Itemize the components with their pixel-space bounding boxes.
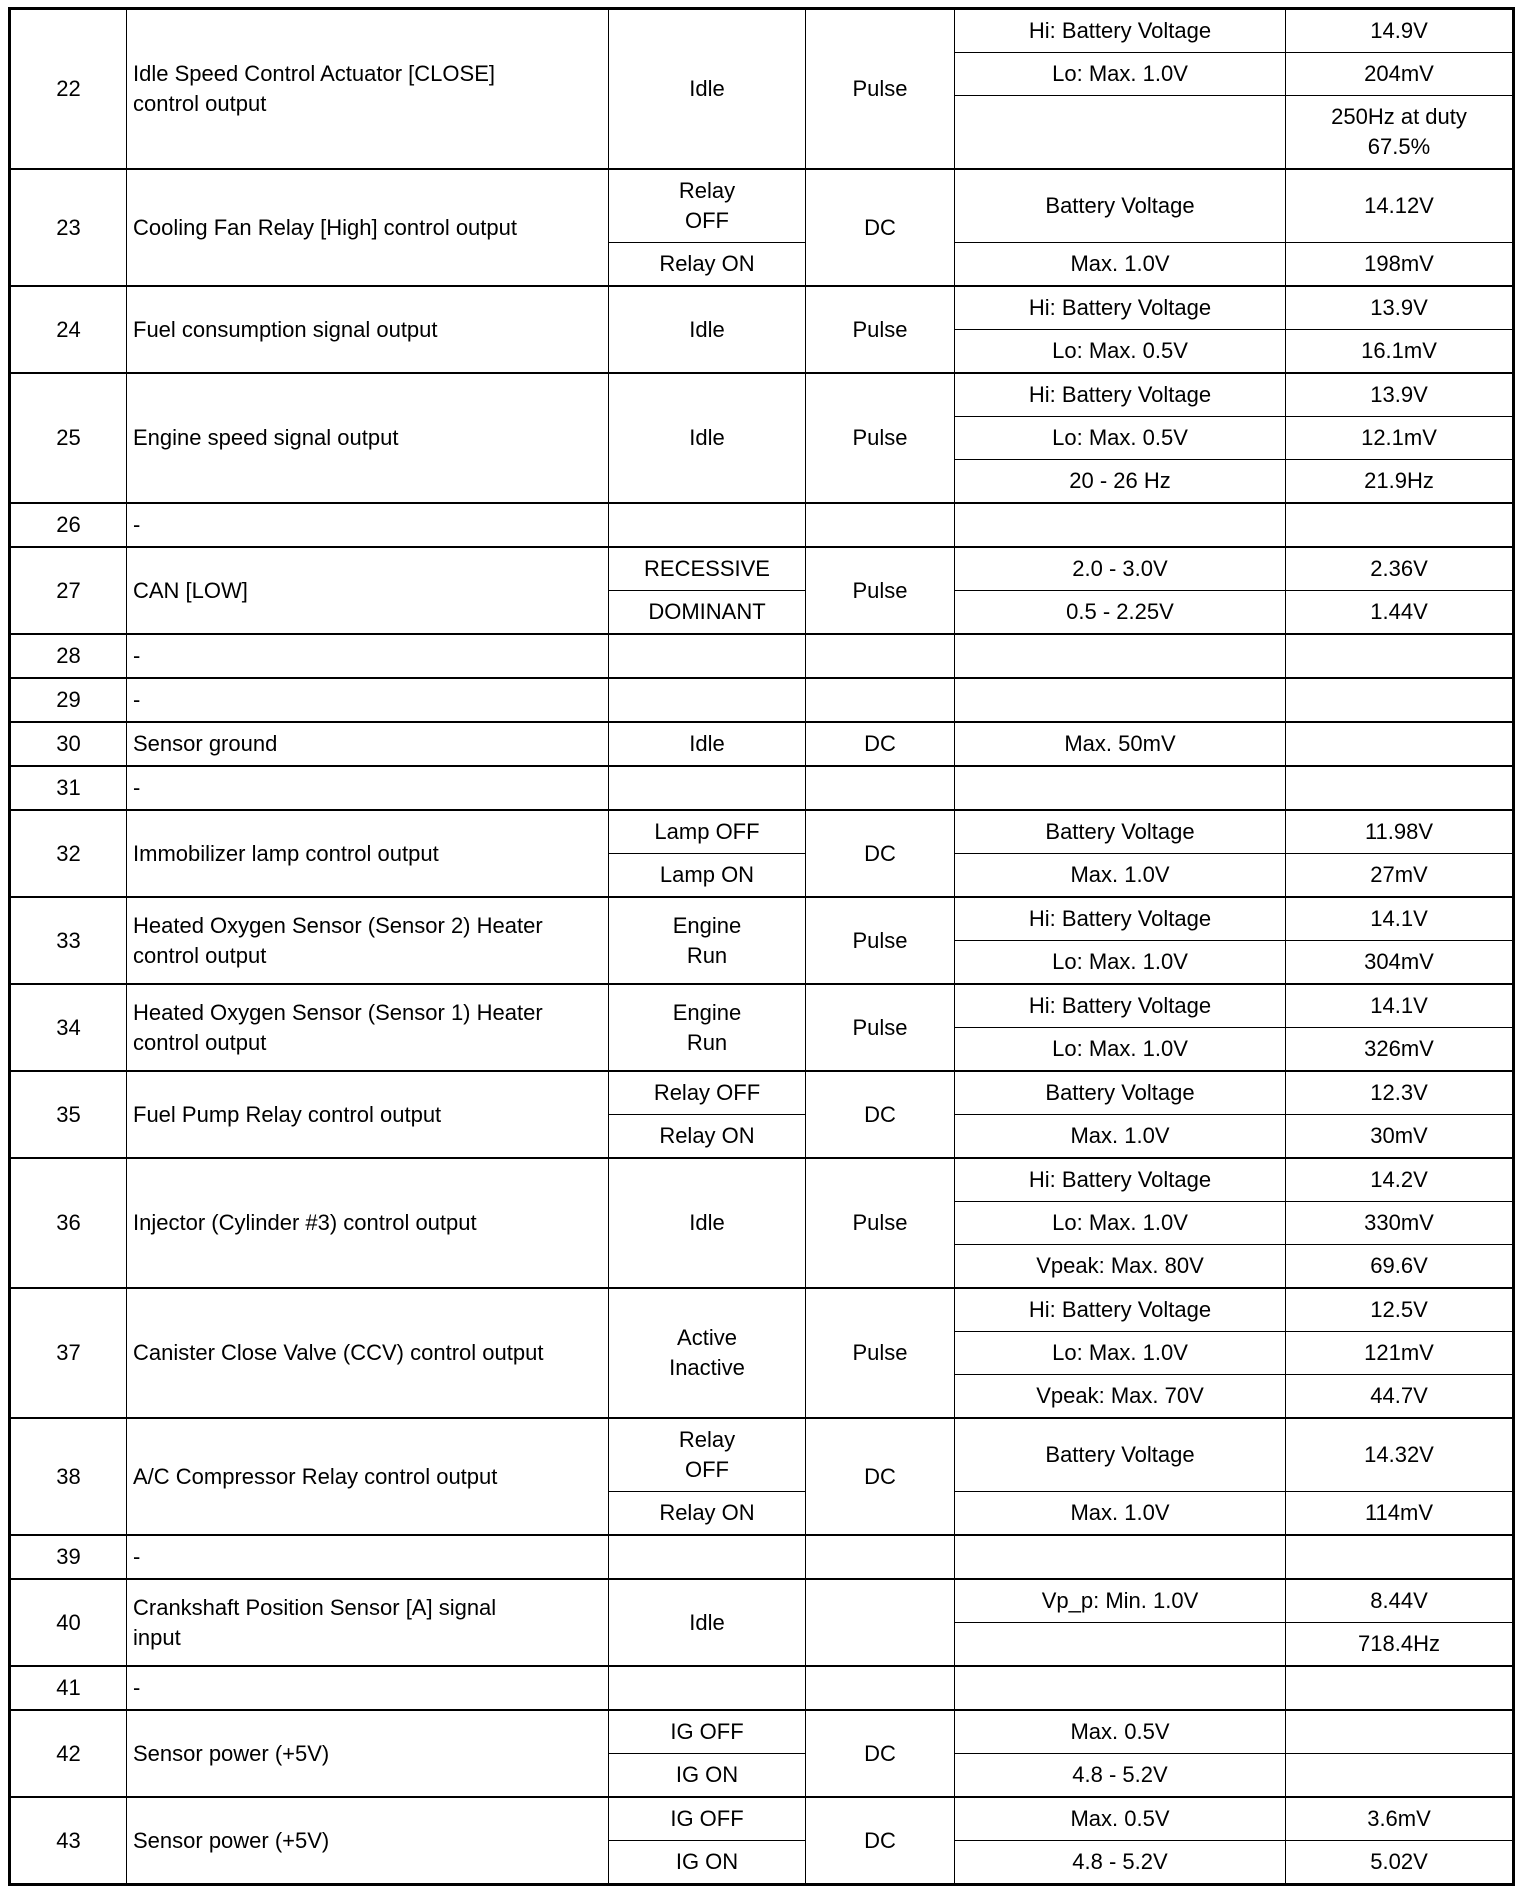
measured-value: 11.98V [1286, 810, 1514, 854]
specification: Hi: Battery Voltage [955, 9, 1286, 53]
pin-number: 28 [10, 634, 127, 678]
measured-value: 21.9Hz [1286, 460, 1514, 504]
pin-number: 32 [10, 810, 127, 897]
specification: Lo: Max. 1.0V [955, 1202, 1286, 1245]
table-row [10, 1071, 1514, 1115]
signal-type: DC [806, 1797, 955, 1885]
measured-value: 14.32V [1286, 1418, 1514, 1492]
pin-description: Heated Oxygen Sensor (Sensor 2) Heater control output [127, 897, 609, 984]
specification: Hi: Battery Voltage [955, 373, 1286, 417]
condition: Engine Run [609, 897, 806, 984]
pin-number: 35 [10, 1071, 127, 1158]
condition [609, 678, 806, 722]
measured-value: 14.1V [1286, 897, 1514, 941]
pin-description: Idle Speed Control Actuator [CLOSE] control output [127, 9, 609, 170]
condition: Idle [609, 722, 806, 766]
measured-value [1286, 503, 1514, 547]
pin-number: 43 [10, 1797, 127, 1885]
measured-value: 2.36V [1286, 547, 1514, 591]
signal-type: Pulse [806, 373, 955, 503]
condition: Idle [609, 286, 806, 373]
specification: Lo: Max. 1.0V [955, 53, 1286, 96]
pin-number: 36 [10, 1158, 127, 1288]
specification: Max. 1.0V [955, 854, 1286, 898]
table-row [10, 286, 1514, 330]
specification: Hi: Battery Voltage [955, 984, 1286, 1028]
table-body [10, 9, 1514, 1885]
specification: Max. 0.5V [955, 1710, 1286, 1754]
measured-value [1286, 1710, 1514, 1754]
measured-value [1286, 722, 1514, 766]
specification: Vp_p: Min. 1.0V [955, 1579, 1286, 1623]
specification: Max. 1.0V [955, 1492, 1286, 1536]
specification [955, 766, 1286, 810]
measured-value: 1.44V [1286, 591, 1514, 635]
table-row [10, 1710, 1514, 1754]
condition: IG ON [609, 1754, 806, 1798]
pin-description: Sensor ground [127, 722, 609, 766]
pin-number: 25 [10, 373, 127, 503]
table-row [10, 766, 1514, 810]
pin-description: Sensor power (+5V) [127, 1797, 609, 1885]
signal-type [806, 1579, 955, 1666]
table-row [10, 1666, 1514, 1710]
specification: 4.8 - 5.2V [955, 1841, 1286, 1885]
specification: Lo: Max. 0.5V [955, 417, 1286, 460]
measured-value: 304mV [1286, 941, 1514, 985]
specification [955, 96, 1286, 170]
measured-value: 16.1mV [1286, 330, 1514, 374]
table-row [10, 169, 1514, 243]
pin-description: A/C Compressor Relay control output [127, 1418, 609, 1535]
pin-description: Canister Close Valve (CCV) control output [127, 1288, 609, 1418]
measured-value: 12.3V [1286, 1071, 1514, 1115]
signal-type: DC [806, 169, 955, 286]
measured-value: 121mV [1286, 1332, 1514, 1375]
condition: Lamp OFF [609, 810, 806, 854]
specification: 20 - 26 Hz [955, 460, 1286, 504]
table-row [10, 547, 1514, 591]
measured-value: 5.02V [1286, 1841, 1514, 1885]
signal-type: Pulse [806, 897, 955, 984]
pin-number: 39 [10, 1535, 127, 1579]
pin-description: - [127, 766, 609, 810]
pin-number: 27 [10, 547, 127, 634]
specification: Max. 0.5V [955, 1797, 1286, 1841]
condition: Idle [609, 1579, 806, 1666]
measured-value: 718.4Hz [1286, 1623, 1514, 1667]
specification [955, 678, 1286, 722]
condition: RECESSIVE [609, 547, 806, 591]
condition: Relay OFF [609, 1071, 806, 1115]
signal-type: DC [806, 810, 955, 897]
measured-value [1286, 1754, 1514, 1798]
measured-value: 3.6mV [1286, 1797, 1514, 1841]
measured-value: 13.9V [1286, 373, 1514, 417]
specification: 0.5 - 2.25V [955, 591, 1286, 635]
pin-description: - [127, 634, 609, 678]
condition: Active Inactive [609, 1288, 806, 1418]
specification [955, 1666, 1286, 1710]
condition: Relay OFF [609, 169, 806, 243]
condition [609, 503, 806, 547]
signal-type: Pulse [806, 547, 955, 634]
measured-value: 250Hz at duty 67.5% [1286, 96, 1514, 170]
pin-description: CAN [LOW] [127, 547, 609, 634]
measured-value: 12.5V [1286, 1288, 1514, 1332]
measured-value: 69.6V [1286, 1245, 1514, 1289]
condition [609, 1666, 806, 1710]
table-row [10, 1418, 1514, 1492]
specification: Vpeak: Max. 80V [955, 1245, 1286, 1289]
specification: Max. 1.0V [955, 1115, 1286, 1159]
pin-number: 42 [10, 1710, 127, 1797]
specification: Lo: Max. 1.0V [955, 1332, 1286, 1375]
specification: Battery Voltage [955, 169, 1286, 243]
table-row [10, 897, 1514, 941]
measured-value: 204mV [1286, 53, 1514, 96]
table-row [10, 1158, 1514, 1202]
signal-type: DC [806, 1071, 955, 1158]
measured-value: 14.12V [1286, 169, 1514, 243]
specification: Battery Voltage [955, 810, 1286, 854]
signal-type: Pulse [806, 9, 955, 170]
measured-value: 12.1mV [1286, 417, 1514, 460]
condition: Lamp ON [609, 854, 806, 898]
measured-value: 8.44V [1286, 1579, 1514, 1623]
condition: Relay ON [609, 243, 806, 287]
measured-value [1286, 1535, 1514, 1579]
condition [609, 1535, 806, 1579]
table-row [10, 1797, 1514, 1841]
specification: Hi: Battery Voltage [955, 897, 1286, 941]
condition [609, 634, 806, 678]
pin-description: Engine speed signal output [127, 373, 609, 503]
pin-description: Crankshaft Position Sensor [A] signal input [127, 1579, 609, 1666]
table-row [10, 810, 1514, 854]
specification: 4.8 - 5.2V [955, 1754, 1286, 1798]
table-row [10, 1579, 1514, 1623]
condition: IG OFF [609, 1797, 806, 1841]
pin-number: 34 [10, 984, 127, 1071]
specification: Battery Voltage [955, 1418, 1286, 1492]
specification: Lo: Max. 1.0V [955, 941, 1286, 985]
specification: Vpeak: Max. 70V [955, 1375, 1286, 1419]
measured-value [1286, 634, 1514, 678]
table-row [10, 1288, 1514, 1332]
pin-description: - [127, 503, 609, 547]
condition: DOMINANT [609, 591, 806, 635]
measured-value [1286, 1666, 1514, 1710]
table-row [10, 722, 1514, 766]
pin-number: 31 [10, 766, 127, 810]
measured-value: 330mV [1286, 1202, 1514, 1245]
measured-value: 114mV [1286, 1492, 1514, 1536]
measured-value: 198mV [1286, 243, 1514, 287]
pin-description: Immobilizer lamp control output [127, 810, 609, 897]
condition: Relay ON [609, 1492, 806, 1536]
pin-voltage-table [8, 7, 1515, 1886]
measured-value: 44.7V [1286, 1375, 1514, 1419]
measured-value: 326mV [1286, 1028, 1514, 1072]
pin-number: 29 [10, 678, 127, 722]
specification [955, 1623, 1286, 1667]
condition: Engine Run [609, 984, 806, 1071]
table-row [10, 1535, 1514, 1579]
pin-number: 23 [10, 169, 127, 286]
pin-number: 22 [10, 9, 127, 170]
measured-value: 14.9V [1286, 9, 1514, 53]
measured-value: 30mV [1286, 1115, 1514, 1159]
signal-type: DC [806, 1418, 955, 1535]
pin-number: 38 [10, 1418, 127, 1535]
table-row [10, 984, 1514, 1028]
condition: Idle [609, 9, 806, 170]
condition: Idle [609, 373, 806, 503]
signal-type: DC [806, 722, 955, 766]
measured-value: 14.2V [1286, 1158, 1514, 1202]
table-row [10, 373, 1514, 417]
table-row [10, 9, 1514, 53]
signal-type: Pulse [806, 286, 955, 373]
specification [955, 503, 1286, 547]
measured-value [1286, 766, 1514, 810]
pin-number: 37 [10, 1288, 127, 1418]
specification: Max. 50mV [955, 722, 1286, 766]
pin-description: - [127, 1535, 609, 1579]
condition: IG OFF [609, 1710, 806, 1754]
pin-description: Fuel Pump Relay control output [127, 1071, 609, 1158]
pin-number: 30 [10, 722, 127, 766]
measured-value: 27mV [1286, 854, 1514, 898]
pin-number: 40 [10, 1579, 127, 1666]
pin-number: 41 [10, 1666, 127, 1710]
pin-description: Cooling Fan Relay [High] control output [127, 169, 609, 286]
table-row [10, 503, 1514, 547]
pin-description: - [127, 1666, 609, 1710]
condition: Relay OFF [609, 1418, 806, 1492]
table-row [10, 678, 1514, 722]
signal-type [806, 1535, 955, 1579]
signal-type [806, 634, 955, 678]
condition [609, 766, 806, 810]
specification: Lo: Max. 1.0V [955, 1028, 1286, 1072]
table-row [10, 634, 1514, 678]
signal-type: Pulse [806, 984, 955, 1071]
condition: IG ON [609, 1841, 806, 1885]
specification [955, 1535, 1286, 1579]
signal-type [806, 766, 955, 810]
specification: Lo: Max. 0.5V [955, 330, 1286, 374]
specification: 2.0 - 3.0V [955, 547, 1286, 591]
pin-description: Injector (Cylinder #3) control output [127, 1158, 609, 1288]
signal-type: DC [806, 1710, 955, 1797]
measured-value [1286, 678, 1514, 722]
pin-description: Fuel consumption signal output [127, 286, 609, 373]
signal-type [806, 1666, 955, 1710]
specification: Max. 1.0V [955, 243, 1286, 287]
condition: Relay ON [609, 1115, 806, 1159]
pin-description: Heated Oxygen Sensor (Sensor 1) Heater control output [127, 984, 609, 1071]
condition: Idle [609, 1158, 806, 1288]
signal-type [806, 678, 955, 722]
pin-number: 24 [10, 286, 127, 373]
pin-description: Sensor power (+5V) [127, 1710, 609, 1797]
pin-description: - [127, 678, 609, 722]
pin-number: 33 [10, 897, 127, 984]
signal-type [806, 503, 955, 547]
specification: Hi: Battery Voltage [955, 286, 1286, 330]
measured-value: 13.9V [1286, 286, 1514, 330]
specification: Battery Voltage [955, 1071, 1286, 1115]
specification [955, 634, 1286, 678]
signal-type: Pulse [806, 1288, 955, 1418]
pin-number: 26 [10, 503, 127, 547]
measured-value: 14.1V [1286, 984, 1514, 1028]
signal-type: Pulse [806, 1158, 955, 1288]
specification: Hi: Battery Voltage [955, 1158, 1286, 1202]
specification: Hi: Battery Voltage [955, 1288, 1286, 1332]
